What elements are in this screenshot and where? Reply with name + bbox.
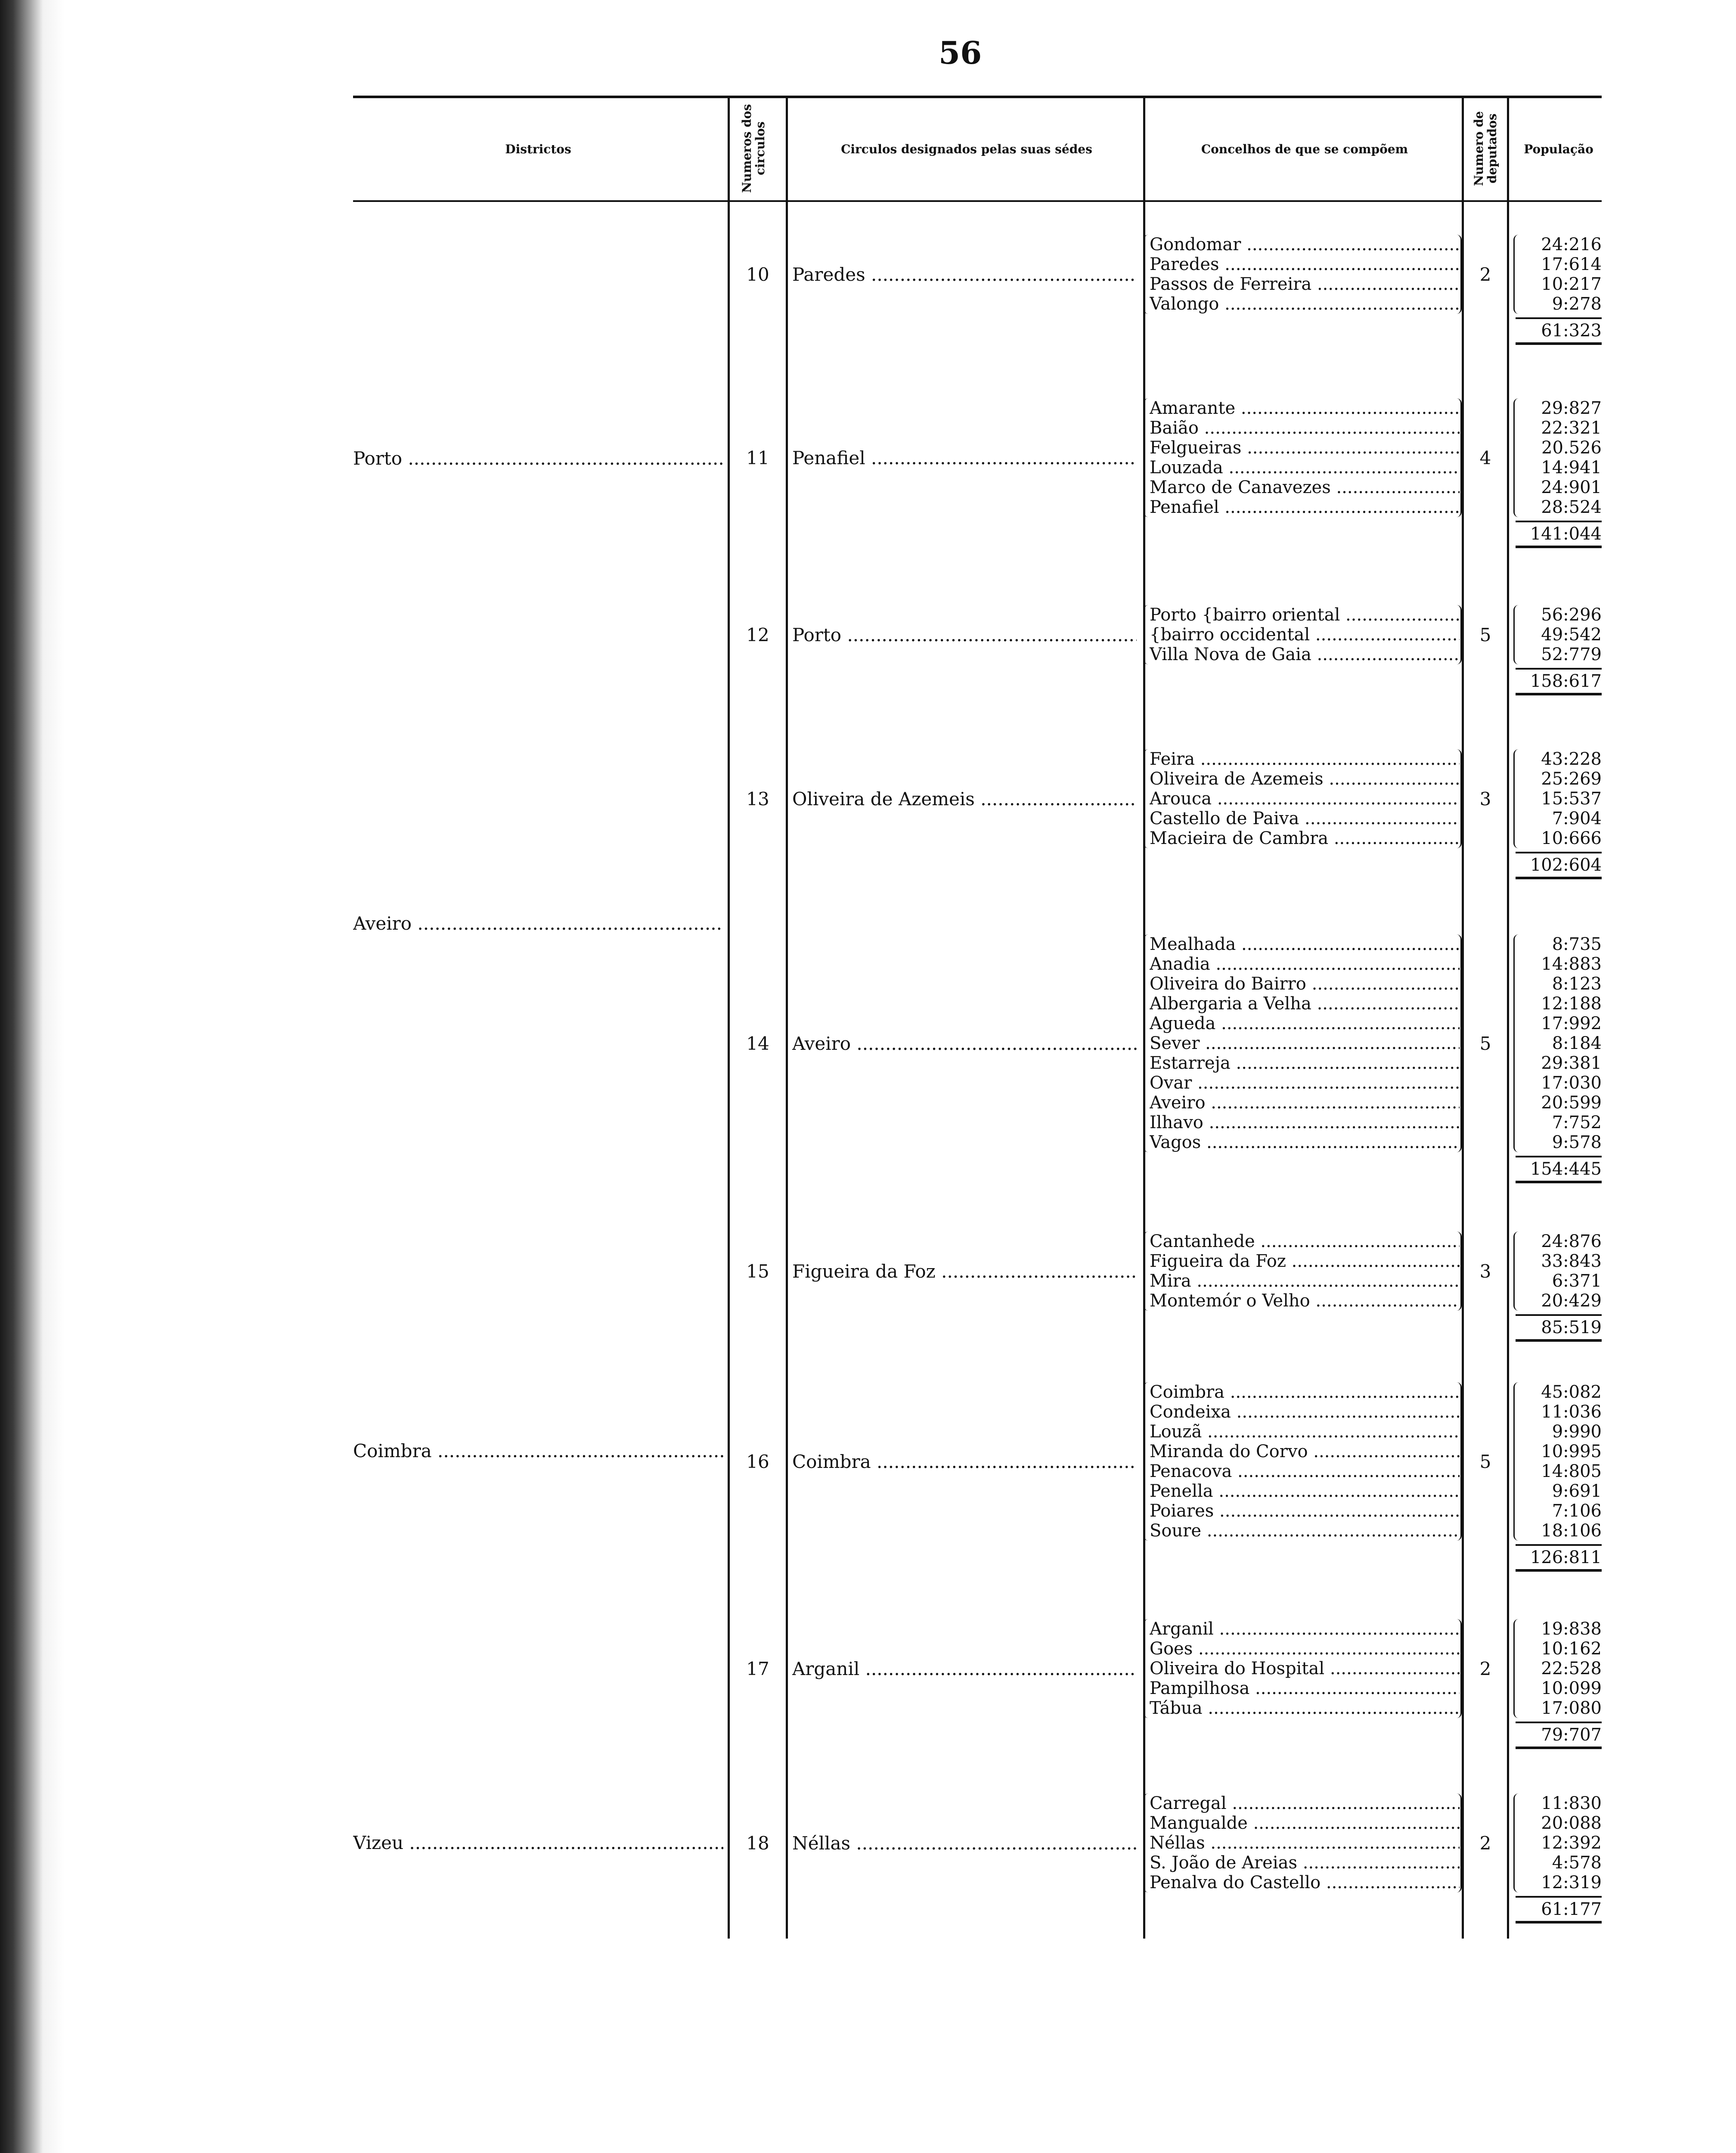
population-brace bbox=[1513, 1382, 1521, 1541]
concelho-row bbox=[1150, 274, 1460, 294]
concelho-name: Penacova ..... bbox=[1150, 1461, 1460, 1481]
population-value: 11:830 bbox=[1541, 1793, 1602, 1813]
concelho-row bbox=[1150, 418, 1460, 438]
population-value: 10:666 bbox=[1541, 828, 1602, 848]
population-value: 49:542 bbox=[1541, 625, 1602, 645]
population-value: 24:901 bbox=[1541, 478, 1602, 497]
concelho-name: Porto {bairro oriental ..... bbox=[1150, 605, 1460, 625]
population-value: 24:876 bbox=[1541, 1232, 1602, 1251]
concelho-row bbox=[1150, 235, 1460, 254]
deputies-count: 2 bbox=[1479, 264, 1491, 285]
right-brace bbox=[1454, 1382, 1462, 1541]
circle-name: Paredes ..... bbox=[792, 264, 1137, 285]
population-value: 9:990 bbox=[1552, 1422, 1602, 1442]
concelho-name: Soure ..... bbox=[1150, 1521, 1460, 1541]
concelho-row bbox=[1150, 1481, 1460, 1501]
concelho-row bbox=[1150, 478, 1460, 497]
concelho-name: Louzã ..... bbox=[1150, 1422, 1460, 1442]
concelho-name: Valongo ..... bbox=[1150, 294, 1460, 314]
concelho-name: Goes ..... bbox=[1150, 1639, 1460, 1659]
deputies-count: 5 bbox=[1479, 1033, 1491, 1054]
concelho-name: Oliveira do Hospital ..... bbox=[1150, 1659, 1460, 1678]
concelho-row bbox=[1150, 497, 1460, 517]
concelho-row bbox=[1150, 1271, 1460, 1291]
concelho-row bbox=[1150, 1833, 1460, 1853]
concelho-name: Pampilhosa ..... bbox=[1150, 1678, 1460, 1698]
concelho-row bbox=[1150, 1033, 1460, 1053]
concelho-name: Montemór o Velho ..... bbox=[1150, 1291, 1460, 1311]
concelho-row bbox=[1150, 1093, 1460, 1113]
population-value: 8:123 bbox=[1552, 974, 1602, 994]
concelho-row bbox=[1150, 1813, 1460, 1833]
concelho-name: Anadia ..... bbox=[1150, 954, 1460, 974]
population-brace bbox=[1513, 1232, 1521, 1311]
concelho-name: Amarante ..... bbox=[1150, 398, 1460, 418]
population-total: 79:707 bbox=[1516, 1722, 1602, 1749]
concelho-row bbox=[1150, 974, 1460, 994]
left-brace bbox=[1143, 934, 1150, 1152]
concelho-row bbox=[1150, 605, 1460, 625]
circle-name: Coimbra ..... bbox=[792, 1451, 1137, 1472]
population-value: 29:381 bbox=[1541, 1053, 1602, 1073]
concelho-name: Poiares ..... bbox=[1150, 1501, 1460, 1521]
concelho-name: Miranda do Corvo ..... bbox=[1150, 1442, 1460, 1461]
deputies-count: 2 bbox=[1479, 1658, 1491, 1679]
left-brace bbox=[1143, 605, 1150, 664]
scan-edge-shadow bbox=[0, 0, 65, 2153]
population-list bbox=[1533, 934, 1602, 1152]
concelhos-list bbox=[1150, 1232, 1460, 1311]
population-total: 141:044 bbox=[1516, 521, 1602, 548]
population-brace bbox=[1513, 235, 1521, 314]
concelho-row bbox=[1150, 625, 1460, 645]
concelho-row bbox=[1150, 294, 1460, 314]
concelho-name: Gondomar ..... bbox=[1150, 235, 1460, 254]
header-circulos: Circulos designados pelas suas sédes bbox=[841, 142, 1092, 156]
circle-name: Figueira da Foz ..... bbox=[792, 1261, 1137, 1282]
population-value: 10:099 bbox=[1541, 1678, 1602, 1698]
concelho-row bbox=[1150, 809, 1460, 828]
header-districtos: Districtos bbox=[505, 142, 571, 156]
header-numeros-circulos: Numeros dos circulos bbox=[740, 104, 767, 193]
concelho-row bbox=[1150, 1619, 1460, 1639]
concelho-row bbox=[1150, 1073, 1460, 1093]
population-value: 9:691 bbox=[1552, 1481, 1602, 1501]
concelho-name: Castello de Paiva ..... bbox=[1150, 809, 1460, 828]
concelho-row bbox=[1150, 1853, 1460, 1873]
concelhos-list bbox=[1150, 934, 1460, 1152]
population-total: 154:445 bbox=[1516, 1156, 1602, 1183]
circle-number: 16 bbox=[746, 1451, 769, 1472]
population-value: 14:883 bbox=[1541, 954, 1602, 974]
col-divider-1 bbox=[728, 96, 730, 1939]
population-value: 19:838 bbox=[1541, 1619, 1602, 1639]
concelho-row bbox=[1150, 828, 1460, 848]
circle-number: 11 bbox=[746, 447, 769, 468]
concelho-row bbox=[1150, 438, 1460, 458]
deputies-count: 3 bbox=[1479, 1261, 1491, 1282]
concelho-name: Néllas ..... bbox=[1150, 1833, 1460, 1853]
concelhos-list bbox=[1150, 1382, 1460, 1541]
concelho-name: Ilhavo ..... bbox=[1150, 1113, 1460, 1132]
concelho-name: Oliveira do Bairro ..... bbox=[1150, 974, 1460, 994]
concelhos-list bbox=[1150, 605, 1460, 664]
population-value: 18:106 bbox=[1541, 1521, 1602, 1541]
concelho-name: Villa Nova de Gaia ..... bbox=[1150, 645, 1460, 664]
population-list bbox=[1533, 1619, 1602, 1718]
population-value: 6:371 bbox=[1552, 1271, 1602, 1291]
concelho-row bbox=[1150, 1382, 1460, 1402]
population-value: 9:278 bbox=[1552, 294, 1602, 314]
population-brace bbox=[1513, 934, 1521, 1152]
population-value: 22:321 bbox=[1541, 418, 1602, 438]
population-value: 14:941 bbox=[1541, 458, 1602, 478]
concelho-name: Estarreja ..... bbox=[1150, 1053, 1460, 1073]
concelho-name: Macieira de Cambra ..... bbox=[1150, 828, 1460, 848]
circle-number: 18 bbox=[746, 1833, 769, 1854]
circle-name: Aveiro ..... bbox=[792, 1033, 1137, 1054]
right-brace bbox=[1454, 749, 1462, 848]
left-brace bbox=[1143, 749, 1150, 848]
population-value: 43:228 bbox=[1541, 749, 1602, 769]
circle-number: 14 bbox=[746, 1033, 769, 1054]
deputies-count: 3 bbox=[1479, 788, 1491, 810]
header-bottom-rule bbox=[353, 200, 1602, 202]
district-aveiro: Aveiro ..... bbox=[353, 913, 723, 934]
population-value: 24:216 bbox=[1541, 235, 1602, 254]
deputies-count: 5 bbox=[1479, 1451, 1491, 1472]
concelho-name: Penella ..... bbox=[1150, 1481, 1460, 1501]
concelho-name: Penafiel ..... bbox=[1150, 497, 1460, 517]
population-value: 17:614 bbox=[1541, 254, 1602, 274]
concelho-name: Coimbra ..... bbox=[1150, 1382, 1460, 1402]
population-value: 7:106 bbox=[1552, 1501, 1602, 1521]
population-brace bbox=[1513, 749, 1521, 848]
circle-name: Penafiel ..... bbox=[792, 447, 1137, 468]
population-value: 9:578 bbox=[1552, 1132, 1602, 1152]
population-value: 12:392 bbox=[1541, 1833, 1602, 1853]
concelho-row bbox=[1150, 1521, 1460, 1541]
concelho-row bbox=[1150, 1873, 1460, 1892]
district-coimbra: Coimbra ..... bbox=[353, 1440, 723, 1461]
right-brace bbox=[1454, 605, 1462, 664]
concelho-name: Vagos ..... bbox=[1150, 1132, 1460, 1152]
concelho-name: Marco de Canavezes ..... bbox=[1150, 478, 1460, 497]
concelho-name: Arganil ..... bbox=[1150, 1619, 1460, 1639]
population-total: 158:617 bbox=[1516, 668, 1602, 695]
concelho-row bbox=[1150, 1402, 1460, 1422]
concelho-row bbox=[1150, 1232, 1460, 1251]
deputies-count: 5 bbox=[1479, 624, 1491, 645]
left-brace bbox=[1143, 1382, 1150, 1541]
deputies-count: 2 bbox=[1479, 1833, 1491, 1854]
population-total: 61:177 bbox=[1516, 1896, 1602, 1923]
concelhos-list bbox=[1150, 1619, 1460, 1718]
left-brace bbox=[1143, 1793, 1150, 1892]
district-porto: Porto ..... bbox=[353, 448, 723, 469]
population-value: 56:296 bbox=[1541, 605, 1602, 625]
concelhos-list bbox=[1150, 235, 1460, 314]
population-value: 20:599 bbox=[1541, 1093, 1602, 1113]
district-vizeu: Vizeu ..... bbox=[353, 1832, 723, 1853]
population-value: 10:162 bbox=[1541, 1639, 1602, 1659]
population-total: 102:604 bbox=[1516, 852, 1602, 879]
left-brace bbox=[1143, 1619, 1150, 1718]
right-brace bbox=[1454, 235, 1462, 314]
circle-number: 10 bbox=[746, 264, 769, 285]
concelho-name: Agueda ..... bbox=[1150, 1014, 1460, 1033]
population-value: 17:992 bbox=[1541, 1014, 1602, 1033]
concelho-name: Albergaria a Velha ..... bbox=[1150, 994, 1460, 1014]
concelho-name: Paredes ..... bbox=[1150, 254, 1460, 274]
concelho-name: Louzada ..... bbox=[1150, 458, 1460, 478]
population-value: 45:082 bbox=[1541, 1382, 1602, 1402]
population-value: 12:319 bbox=[1541, 1873, 1602, 1892]
population-value: 12:188 bbox=[1541, 994, 1602, 1014]
population-value: 17:080 bbox=[1541, 1698, 1602, 1718]
right-brace bbox=[1454, 934, 1462, 1152]
population-value: 20:088 bbox=[1541, 1813, 1602, 1833]
concelho-row bbox=[1150, 1659, 1460, 1678]
population-list bbox=[1533, 235, 1602, 314]
concelho-name: S. João de Areias ..... bbox=[1150, 1853, 1460, 1873]
concelho-row bbox=[1150, 1678, 1460, 1698]
population-value: 7:752 bbox=[1552, 1113, 1602, 1132]
population-value: 15:537 bbox=[1541, 789, 1602, 809]
concelho-name: Mira ..... bbox=[1150, 1271, 1460, 1291]
concelho-row bbox=[1150, 1501, 1460, 1521]
concelho-row bbox=[1150, 994, 1460, 1014]
population-total: 126:811 bbox=[1516, 1544, 1602, 1572]
circle-number: 15 bbox=[746, 1261, 769, 1282]
concelhos-list bbox=[1150, 1793, 1460, 1892]
population-value: 4:578 bbox=[1552, 1853, 1602, 1873]
circle-number: 17 bbox=[746, 1658, 769, 1679]
population-brace bbox=[1513, 1619, 1521, 1718]
concelhos-list bbox=[1150, 398, 1460, 517]
concelho-row bbox=[1150, 1639, 1460, 1659]
population-value: 29:827 bbox=[1541, 398, 1602, 418]
concelho-row bbox=[1150, 398, 1460, 418]
concelho-row bbox=[1150, 645, 1460, 664]
population-list bbox=[1533, 1793, 1602, 1892]
population-list bbox=[1533, 1382, 1602, 1541]
deputies-count: 4 bbox=[1479, 447, 1491, 468]
concelho-row bbox=[1150, 1113, 1460, 1132]
population-value: 8:184 bbox=[1552, 1033, 1602, 1053]
concelho-name: {bairro occidental ..... bbox=[1150, 625, 1460, 645]
population-value: 20.526 bbox=[1541, 438, 1602, 458]
concelho-name: Arouca ..... bbox=[1150, 789, 1460, 809]
circle-number: 13 bbox=[746, 788, 769, 810]
population-total: 61:323 bbox=[1516, 317, 1602, 345]
concelho-name: Carregal ..... bbox=[1150, 1793, 1460, 1813]
col-divider-5 bbox=[1507, 96, 1509, 1939]
circle-number: 12 bbox=[746, 624, 769, 645]
concelho-name: Mealhada ..... bbox=[1150, 934, 1460, 954]
population-value: 52:779 bbox=[1541, 645, 1602, 664]
population-value: 11:036 bbox=[1541, 1402, 1602, 1422]
concelho-row bbox=[1150, 1053, 1460, 1073]
right-brace bbox=[1454, 1793, 1462, 1892]
concelho-row bbox=[1150, 1291, 1460, 1311]
right-brace bbox=[1454, 1619, 1462, 1718]
concelho-row bbox=[1150, 1251, 1460, 1271]
concelho-row bbox=[1150, 1422, 1460, 1442]
header-populacao: População bbox=[1524, 142, 1593, 156]
concelho-row bbox=[1150, 458, 1460, 478]
population-value: 33:843 bbox=[1541, 1251, 1602, 1271]
population-brace bbox=[1513, 1793, 1521, 1892]
header-concelhos: Concelhos de que se compõem bbox=[1201, 142, 1408, 156]
population-brace bbox=[1513, 398, 1521, 517]
population-brace bbox=[1513, 605, 1521, 664]
population-value: 7:904 bbox=[1552, 809, 1602, 828]
concelho-name: Figueira da Foz ..... bbox=[1150, 1251, 1460, 1271]
population-value: 10:217 bbox=[1541, 274, 1602, 294]
concelho-name: Feira ..... bbox=[1150, 749, 1460, 769]
concelho-name: Baião ..... bbox=[1150, 418, 1460, 438]
left-brace bbox=[1143, 235, 1150, 314]
concelho-row bbox=[1150, 254, 1460, 274]
concelho-name: Ovar ..... bbox=[1150, 1073, 1460, 1093]
concelho-row bbox=[1150, 934, 1460, 954]
left-brace bbox=[1143, 1232, 1150, 1311]
concelho-name: Felgueiras ..... bbox=[1150, 438, 1460, 458]
concelho-row bbox=[1150, 1793, 1460, 1813]
concelho-row bbox=[1150, 749, 1460, 769]
concelho-name: Cantanhede ..... bbox=[1150, 1232, 1460, 1251]
population-list bbox=[1533, 605, 1602, 664]
concelho-row bbox=[1150, 789, 1460, 809]
concelhos-list bbox=[1150, 749, 1460, 848]
concelho-row bbox=[1150, 1461, 1460, 1481]
population-value: 14:805 bbox=[1541, 1461, 1602, 1481]
concelho-name: Sever ..... bbox=[1150, 1033, 1460, 1053]
population-value: 10:995 bbox=[1541, 1442, 1602, 1461]
top-rule bbox=[353, 96, 1602, 98]
population-value: 8:735 bbox=[1552, 934, 1602, 954]
header-numero-deputados: Numero de deputados bbox=[1472, 111, 1499, 186]
population-list bbox=[1533, 1232, 1602, 1311]
right-brace bbox=[1454, 398, 1462, 517]
population-value: 17:030 bbox=[1541, 1073, 1602, 1093]
concelho-name: Mangualde ..... bbox=[1150, 1813, 1460, 1833]
concelho-row bbox=[1150, 1698, 1460, 1718]
population-value: 28:524 bbox=[1541, 497, 1602, 517]
circle-name: Néllas ..... bbox=[792, 1833, 1137, 1854]
col-divider-2 bbox=[786, 96, 788, 1939]
concelho-row bbox=[1150, 954, 1460, 974]
concelho-name: Aveiro ..... bbox=[1150, 1093, 1460, 1113]
page-number: 56 bbox=[939, 34, 982, 71]
concelho-name: Tábua ..... bbox=[1150, 1698, 1460, 1718]
concelho-row bbox=[1150, 769, 1460, 789]
population-list bbox=[1533, 398, 1602, 517]
concelho-name: Condeixa ..... bbox=[1150, 1402, 1460, 1422]
concelho-row bbox=[1150, 1014, 1460, 1033]
concelho-name: Passos de Ferreira ..... bbox=[1150, 274, 1460, 294]
left-brace bbox=[1143, 398, 1150, 517]
right-brace bbox=[1454, 1232, 1462, 1311]
col-divider-4 bbox=[1462, 96, 1464, 1939]
circle-name: Oliveira de Azemeis ..... bbox=[792, 788, 1137, 810]
population-value: 22:528 bbox=[1541, 1659, 1602, 1678]
population-value: 25:269 bbox=[1541, 769, 1602, 789]
concelho-name: Oliveira de Azemeis ..... bbox=[1150, 769, 1460, 789]
population-total: 85:519 bbox=[1516, 1314, 1602, 1342]
concelho-name: Penalva do Castello ..... bbox=[1150, 1873, 1460, 1892]
concelho-row bbox=[1150, 1442, 1460, 1461]
circle-name: Porto ..... bbox=[792, 624, 1137, 645]
population-value: 20:429 bbox=[1541, 1291, 1602, 1311]
population-list bbox=[1533, 749, 1602, 848]
circle-name: Arganil ..... bbox=[792, 1658, 1137, 1679]
concelho-row bbox=[1150, 1132, 1460, 1152]
